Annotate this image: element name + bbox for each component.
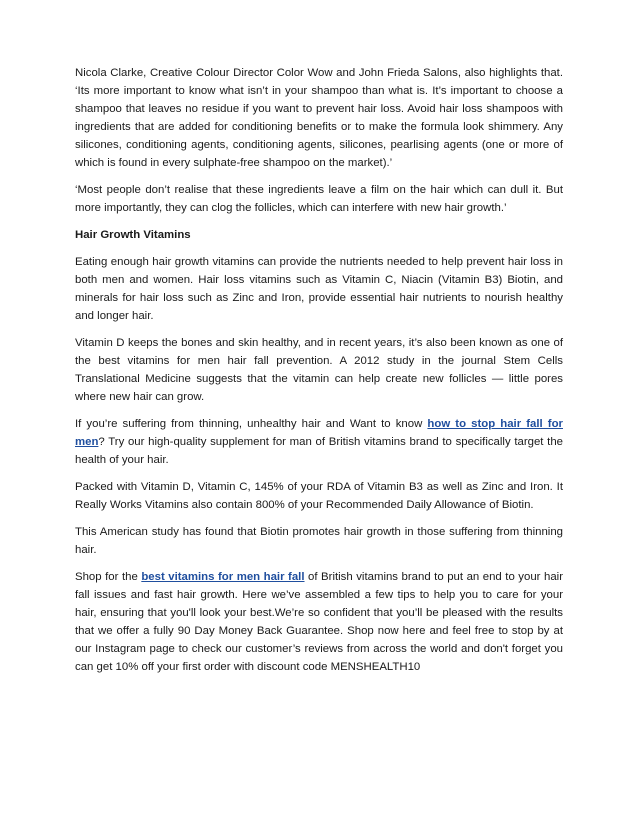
- document-page: [75, 64, 563, 685]
- paragraph-text: of British vitamins brand to put an end to your hair fall issues and fast hair growth. Here we’ve assembled a few tips to help you to care for your hair, ensuring that you'll look your best.We’re so confident that you’ll be pleased with the results that we offer a fully 90 Day Money Back Guarantee. Shop now here and feel free to stop by at our Instagram page to check our customer’s reviews from across the world and don't forget you can get 10% off your first order with discount code MENSHEALTH10: [75, 571, 563, 673]
- paragraph-thinning-hair: [75, 415, 563, 469]
- paragraph-vitamin-d: Vitamin D keeps the bones and skin healthy, and in recent years, it’s also been known as one of the best vitamins for men hair fall prevention. A 2012 study in the journal Stem Cells Translational Medicine suggests that the vitamin can help create new follicles — little pores where new hair can grow.: [75, 337, 563, 403]
- paragraph-text: If you’re suffering from thinning, unhealthy hair and Want to know: [75, 418, 428, 430]
- paragraph-american-study: This American study has found that Biotin promotes hair growth in those suffering from thinning hair.: [75, 526, 563, 556]
- paragraph-packed-with-vitamins: Packed with Vitamin D, Vitamin C, 145% of your RDA of Vitamin B3 as well as Zinc and Iron. It Really Works Vitamins also contain 800% of your Recommended Daily Allowance of Biotin.: [75, 481, 563, 511]
- heading-hair-growth-vitamins: Hair Growth Vitamins: [75, 229, 191, 241]
- paragraph-text: ? Try our high-quality supplement for man of British vitamins brand to specifically target the health of your hair.: [75, 436, 563, 466]
- paragraph-eating-vitamins: Eating enough hair growth vitamins can provide the nutrients needed to help prevent hair loss in both men and women. Hair loss vitamins such as Vitamin C, Niacin (Vitamin B3) Biotin, and minerals for hair loss such as Zinc and Iron, provide essential hair nutrients to nourish healthy and longer hair.: [75, 256, 563, 322]
- paragraph-nicola-clarke-quote: Nicola Clarke, Creative Colour Director Color Wow and John Frieda Salons, also highlights that. ‘Its more important to know what isn’t in your shampoo than what is. It’s important to choose a shampoo that leaves no residue if you want to prevent hair loss. Avoid hair loss shampoos with ingredients that are added for conditioning benefits or to make the formula look shimmery. Any silicones, conditioning agents, conditioning agents, silicones, pearlising agents (one or more of which is found in every sulphate-free shampoo on the market).’: [75, 67, 563, 169]
- paragraph-text: Shop for the: [75, 571, 142, 583]
- paragraph-shop-for-best: [75, 568, 563, 676]
- paragraph-ingredients-film: ‘Most people don’t realise that these ingredients leave a film on the hair which can dull it. But more importantly, they can clog the follicles, which can interfere with new hair growth.’: [75, 184, 563, 214]
- link-how-to-stop-hair-fall[interactable]: how to stop hair fall for men: [75, 418, 563, 448]
- link-best-vitamins-for-men[interactable]: best vitamins for men hair fall: [141, 571, 305, 583]
